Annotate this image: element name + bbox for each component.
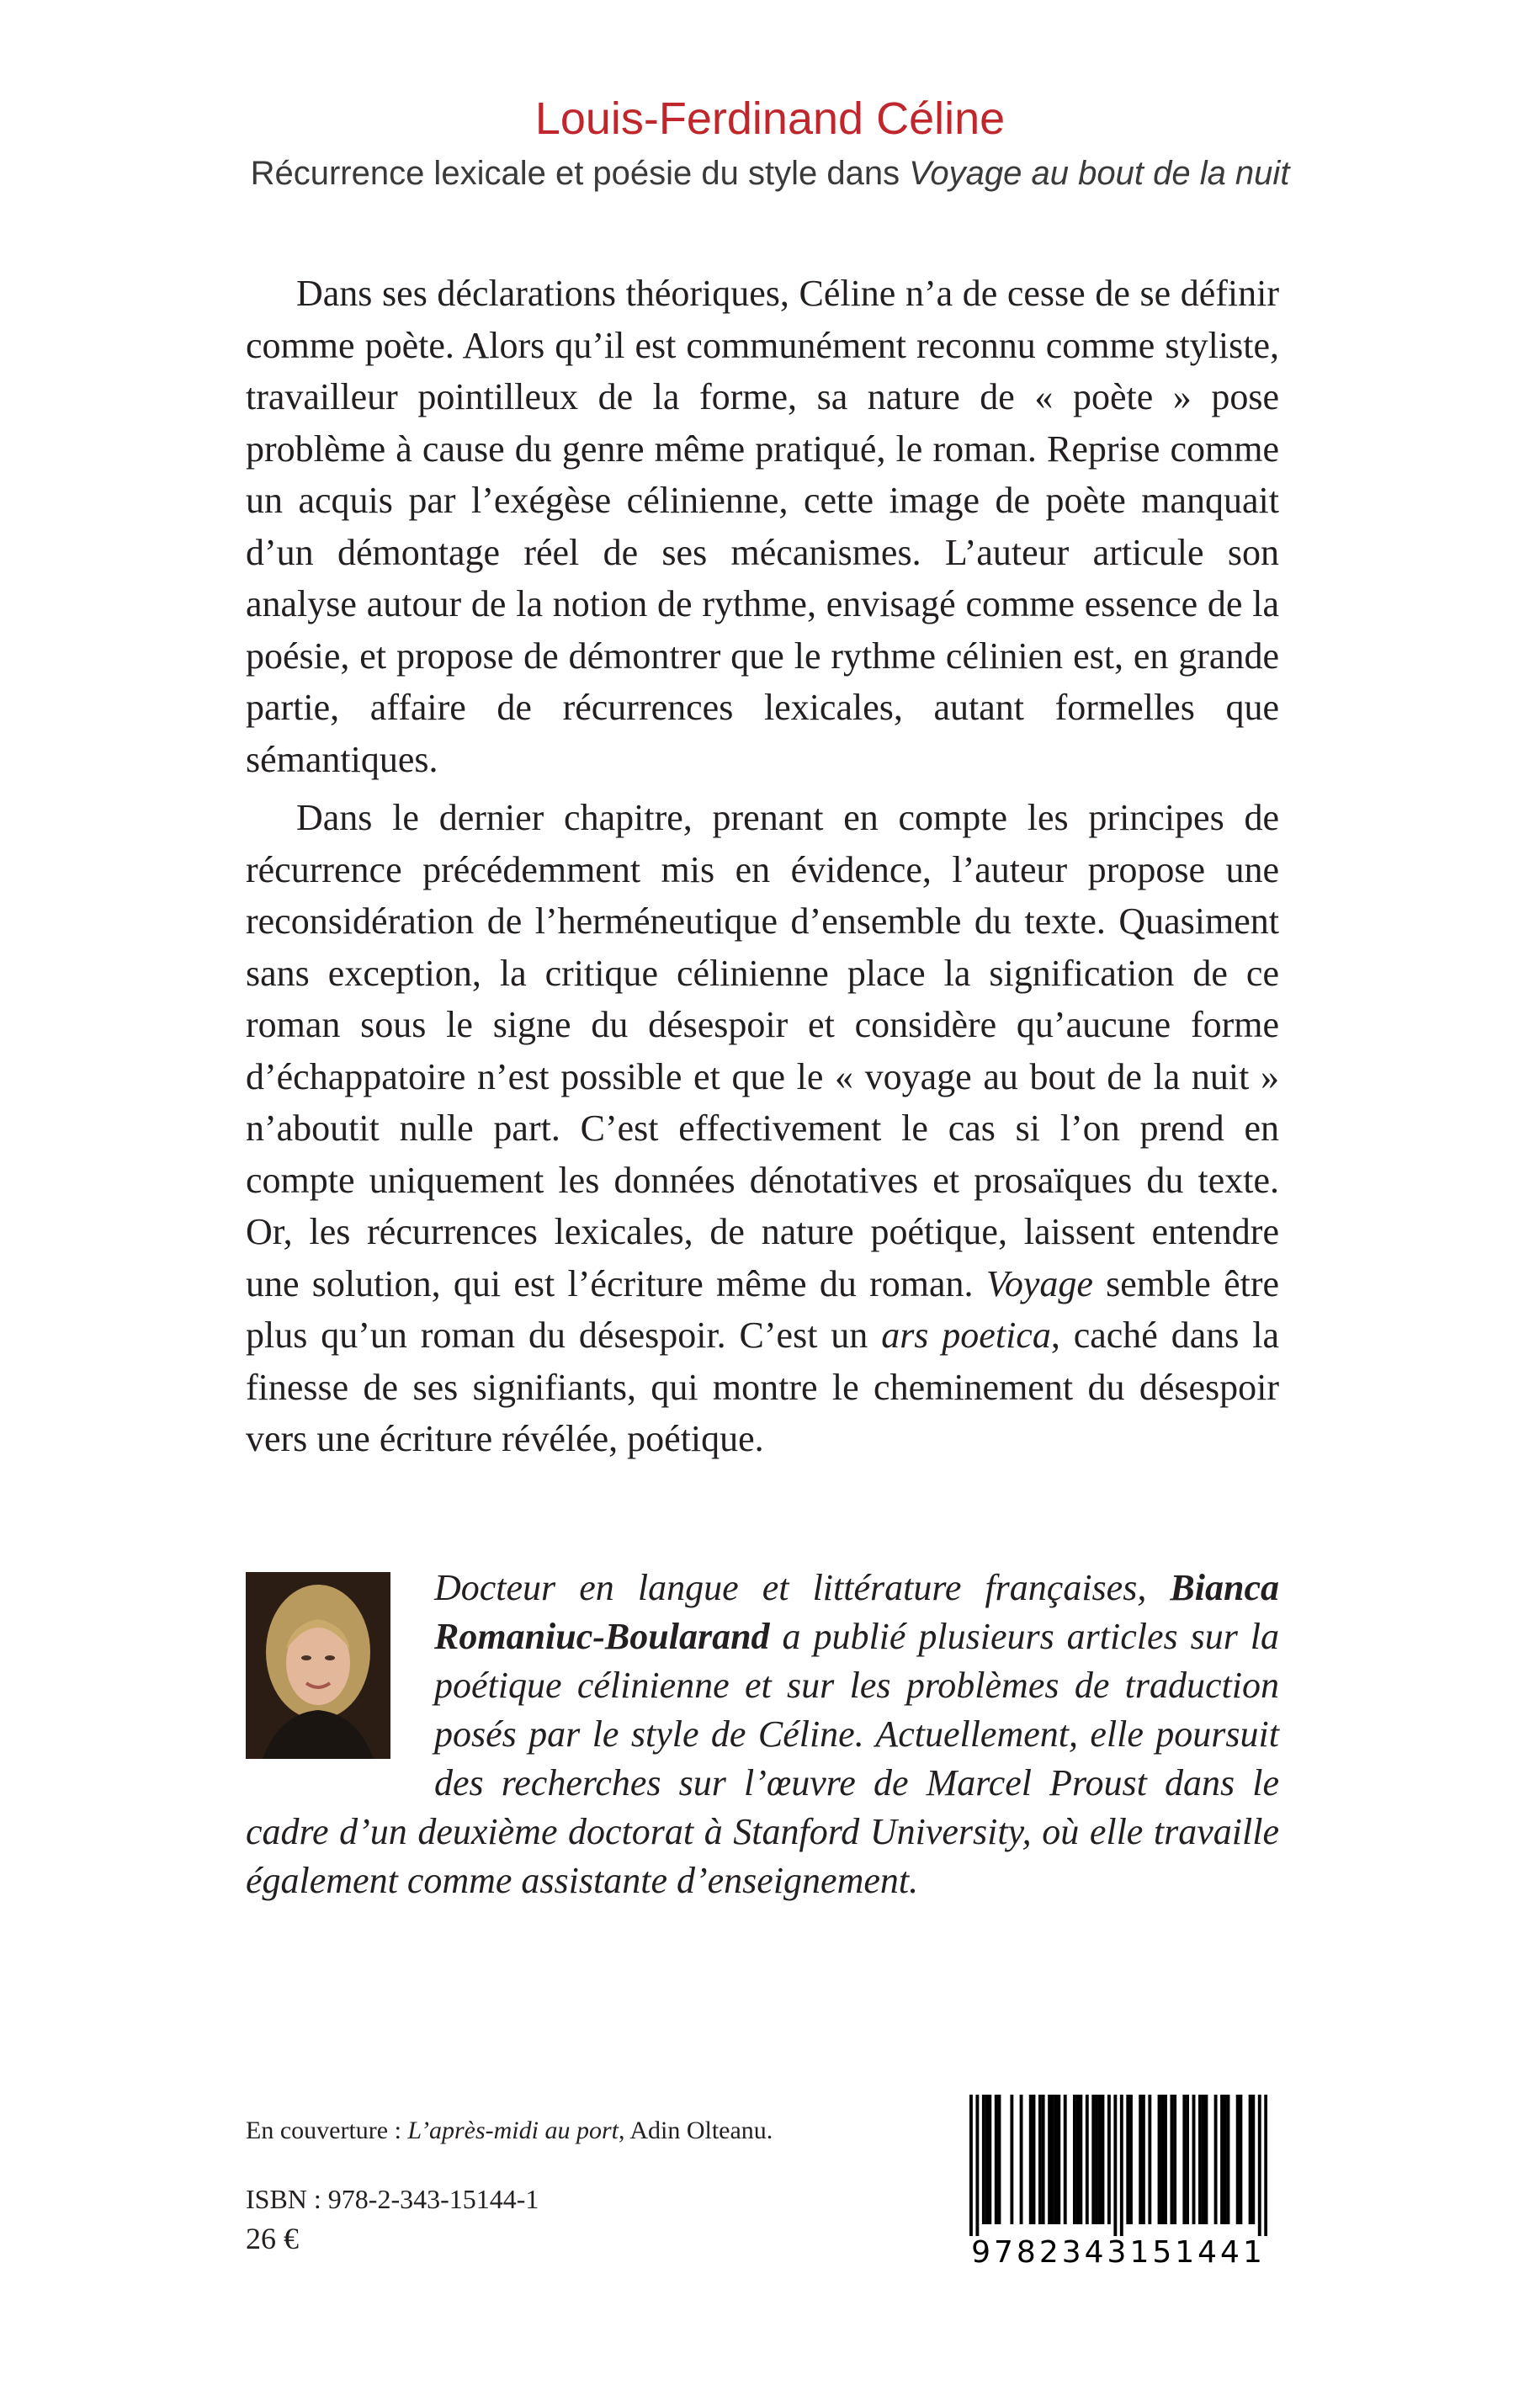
p2-italic-ars-poetica: ars poetica [881, 1315, 1051, 1356]
book-title: Louis-Ferdinand Céline [534, 93, 1006, 144]
barcode-bar [1192, 2095, 1196, 2224]
barcode-bar [1095, 2095, 1098, 2224]
author-intro: Docteur en langue et littérature françaises, [434, 1567, 1171, 1608]
barcode-bar [1139, 2095, 1142, 2224]
subtitle-text: Récurrence lexicale et poésie du style dans [250, 155, 910, 192]
barcode-bar [1113, 2095, 1117, 2236]
barcode-digits: 9782343151441 [971, 2235, 1266, 2270]
author-portrait-icon [246, 1572, 390, 1759]
barcode-bar [1258, 2095, 1261, 2236]
barcode-bar [1158, 2095, 1161, 2224]
barcode-bar [982, 2095, 985, 2224]
barcode-bar [998, 2095, 1001, 2224]
p2-italic-voyage: Voyage [985, 1262, 1093, 1304]
barcode [969, 2095, 1267, 2270]
barcode-bar [1102, 2095, 1105, 2224]
author-name: Bianca Romaniuc-Boularand [434, 1567, 1279, 1657]
cover-title: L’après-midi au port [407, 2117, 619, 2144]
author-photo [246, 1572, 390, 1759]
author-bio [246, 1564, 1279, 1905]
barcode-bar [1204, 2095, 1208, 2224]
header [0, 91, 1540, 197]
barcode-bar [1064, 2095, 1067, 2224]
p2-part1: Dans le dernier chapitre, prenant en compte les principes de récurrence précédemment mis en évidence, l’auteur propose une reconsidération de l’herméneutique d’ensemble du texte. Quasiment sans exception, la critique célinienne place la signification de ce roman sous le signe du désespoir et considère qu’aucune forme d’échappatoire n’est possible et que le « voyage au bout de la nuit » n’aboutit nulle part. C’est effectivement le cas si l’on prend en compte uniquement les données dénotatives et prosaïques du texte. Or, les récurrences lexicales, de nature poétique, laissent entendre une solution, qui est l’écriture même du roman. [246, 797, 1279, 1304]
barcode-bar [1029, 2095, 1033, 2224]
barcode-bar [1073, 2095, 1076, 2224]
barcode-bar [1214, 2095, 1218, 2224]
isbn: ISBN : 978-2-343-15144-1 [246, 2184, 539, 2214]
barcode-bar [1086, 2095, 1089, 2224]
author-bio-text: a publié plusieurs articles sur la poétique célinienne et sur les problèmes de traduction posés par le style de Céline. Actuellement, elle poursuit des recherches sur l’œuvre de Marcel Proust dans le cadre d’un deuxième doctorat à Stanford University, où elle travaille également comme assistante d’enseignement. [246, 1616, 1279, 1901]
barcode-bar [1048, 2095, 1051, 2224]
barcode-bar [1129, 2095, 1133, 2224]
barcode-bar [1079, 2095, 1082, 2224]
barcode-icon [969, 2095, 1267, 2236]
barcode-bar [988, 2095, 991, 2224]
barcode-bar [1091, 2095, 1095, 2224]
price: 26 € [246, 2222, 299, 2255]
p2-part3: , caché dans la finesse de ses signifiants, qui montre le cheminement du désespoir vers une écriture révélée, poétique. [246, 1315, 1279, 1459]
barcode-bar [1107, 2095, 1111, 2224]
subtitle-italic: Voyage au bout de la nuit [909, 155, 1290, 192]
book-subtitle [0, 150, 1540, 197]
barcode-bar [1173, 2095, 1176, 2224]
barcode-bar [1098, 2095, 1102, 2224]
barcode-bar [975, 2095, 979, 2236]
summary-paragraph-2 [246, 792, 1279, 1465]
barcode-bar [1051, 2095, 1054, 2224]
cover-label: En couverture : [246, 2117, 408, 2144]
barcode-bar [1054, 2095, 1058, 2224]
barcode-bar [1010, 2095, 1013, 2224]
barcode-bar [1042, 2095, 1045, 2224]
barcode-bar [995, 2095, 998, 2224]
barcode-bar [1264, 2095, 1267, 2236]
barcode-bar [1148, 2095, 1151, 2224]
barcode-bar [1120, 2095, 1123, 2236]
barcode-bar [1038, 2095, 1042, 2224]
barcode-bar [1033, 2095, 1036, 2224]
barcode-bar [1227, 2095, 1230, 2224]
cover-artist: , Adin Olteanu. [618, 2117, 773, 2144]
barcode-bar [1164, 2095, 1167, 2224]
barcode-bar [1186, 2095, 1189, 2224]
barcode-bar [1249, 2095, 1252, 2224]
barcode-bar [1239, 2095, 1242, 2224]
barcode-bar [1160, 2095, 1164, 2224]
barcode-bar [1142, 2095, 1145, 2224]
summary-paragraph-1: Dans ses déclarations théoriques, Céline n’a de cesse de se définir comme poète. Alors qu’il est communément reconnu comme styliste, travailleur pointilleux de la forme, sa nature de « poète » pose problème à cause du genre même pratiqué, le roman. Reprise comme un acquis par l’exégèse célinienne, cette image de poète manquait d’un démontage réel de ses mécanismes. L’auteur articule son analyse autour de la notion de rythme, envisagé comme essence de la poésie, et propose de démontrer que le rythme célinien est, en grande partie, affaire de récurrences lexicales, autant formelles que sémantiques. [246, 273, 1279, 780]
barcode-bar [1170, 2095, 1173, 2224]
barcode-bar [985, 2095, 989, 2224]
p2-part2: semble être plus qu’un roman du désespoir. C’est un [246, 1262, 1280, 1356]
barcode-bar [969, 2095, 973, 2236]
barcode-bar [1020, 2095, 1023, 2224]
barcode-bar [1126, 2095, 1129, 2224]
barcode-bar [1182, 2095, 1186, 2224]
barcode-bar [1202, 2095, 1205, 2224]
cover-credit [246, 2114, 773, 2148]
barcode-bar [1220, 2095, 1224, 2224]
barcode-bar [1076, 2095, 1080, 2224]
barcode-bar [1251, 2095, 1255, 2224]
barcode-bar [1198, 2095, 1202, 2224]
barcode-bar [1236, 2095, 1240, 2224]
barcode-bar [1224, 2095, 1227, 2224]
barcode-bar [1057, 2095, 1060, 2224]
